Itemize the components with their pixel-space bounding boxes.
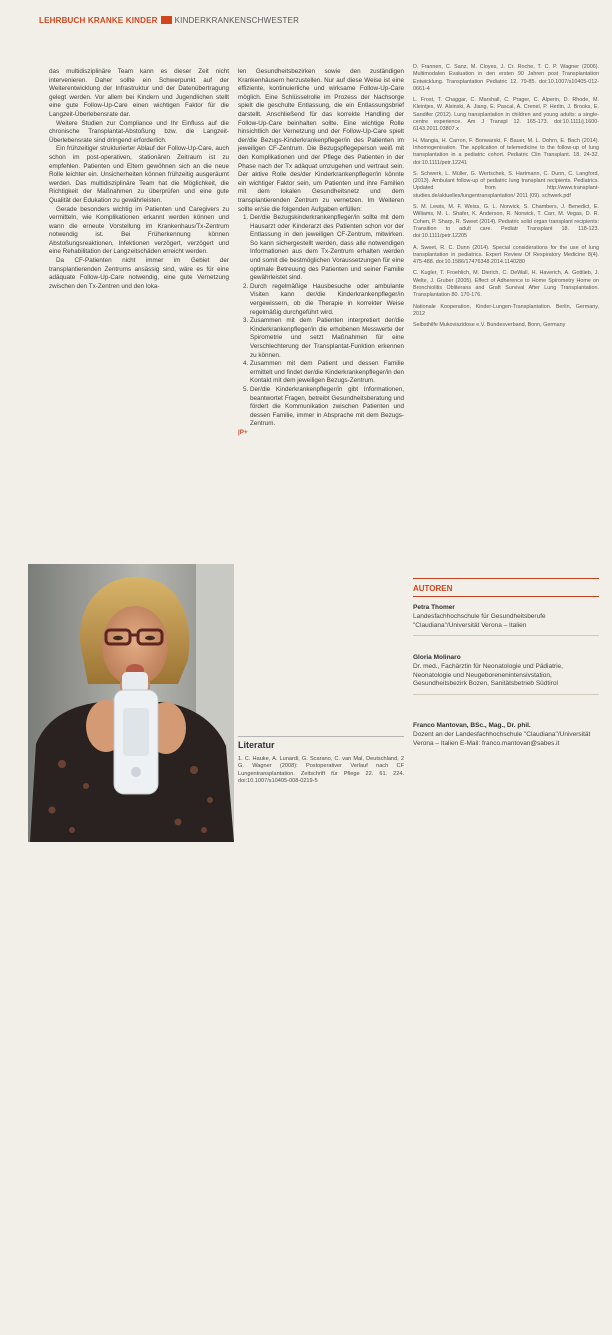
reference-entry: A. Sweet, R. C. Dunn (2014). Special considerations for the use of lung transplantation in pediatrics. Expert Review Of Respiratory Medicine 8(4). 475-488. doi:10.1586/17476348.2014.1140280: [413, 244, 599, 266]
author-affiliation: Landesfachhochschule für Gesundheitsberufe "Claudiana"/Universität Verona – Italien: [413, 612, 546, 629]
author-affiliation: Dozent an der Landesfachhochschule "Claudiana"/Universität Verona – Italien E-Mail: franco.mantovan@sabes.it: [413, 730, 591, 747]
divider: [413, 635, 599, 636]
paragraph: Ein frühzeitiger strukturierter Ablauf der Follow-Up-Care, auch schon im post-operativen, stationären Zeitraum ist zu empfehlen. Patienten und Eltern gewöhnen sich an die neue Rolle leichter ein. Unsicherheiten können frühzeitig ausgeräumt werden. Das multidisziplinäre Team hat die Möglichkeit, die Richtigkeit der Maßnahmen zu überprüfen und eine gute Qualität der Edukation zu gewährleisten.: [49, 145, 229, 204]
photo-credit: FOTO: © PHOTOLIFE/ADOBESTOCK: [244, 1254, 249, 1335]
header-separator-mark: [161, 16, 172, 24]
running-header: [39, 16, 299, 28]
divider: [413, 596, 599, 597]
reference-entry: S. Schwerk, L. Müller, G. Wertschek, S. Hartmann, C. Dunn, C. Langford, (2013). Ambulant follow-up of pediatric lung transplant recipients. Pediatrics. Updated from http://www.transplant-studies.de/aktuelles/lungentransplantation/ 2011 (09). schwerk.pdf: [413, 170, 599, 199]
paragraph: Weitere Studien zur Compliance und Ihr Einfluss auf die chronische Transplantat-Abstoßung bzw. die Langzeit-Überlebensrate sind dringend erforderlich.: [49, 119, 229, 144]
header-category: LEHRBUCH KRANKE KINDER: [39, 16, 158, 25]
article-end-mark: |P+: [238, 428, 248, 436]
author-name: Petra Thomer: [413, 604, 455, 611]
task-list: [238, 214, 404, 429]
literature-heading: Literatur: [238, 740, 275, 750]
list-item: 4. Zusammen mit dem Patient und dessen Familie ermittelt und findet der/die Kinderkrankenpfleger/in den Kontakt mit dem jeweiligen Bezugs-Zentrum.: [250, 360, 404, 386]
literature-entry: 1. C. Hauke, A. Lunardi, G. Scarano, C. van Mal, Deutschland, 2 G. Wagner (2008): Postoperativer Verlauf nach CF Lungentransplantation. Zeitschrift für Pflege 22. 61. 224. doi:10.1007/s10405-008-0219-5: [238, 756, 404, 785]
reference-entry: Selbsthilfe Mukoviszidose e.V. Bundesverband, Bonn, Germany: [413, 322, 566, 329]
paragraph: das multidisziplinäre Team kann es dieser Zeit nicht intervenieren. Daher sollte ein Schwerpunkt auf der Weiterentwicklung der Infrastruktur und der Datenübertragung gelegt werden. Vor allem bei Kindern und Jugendlichen stellt eine gute Follow-Up-Care einen wichtigen Faktor für die Langzeit-Überlebensrate dar.: [49, 68, 229, 118]
list-item: 2. Durch regelmäßige Hausbesuche oder ambulante Visiten kann der/die Kinderkrankenpfleger/in vergewissern, ob die Therapie in korrekter Weise regelmäßig durchgeführt wird.: [250, 283, 404, 317]
author-name: Franco Mantovan, BSc., Mag., Dr. phil.: [413, 722, 531, 729]
list-item: 1. Der/die Bezugskinderkrankenpfleger/in sollte mit dem Hausarzt oder Kinderarzt des Patienten schon vor der Entlassung in den jeweiligen CF-Zentrum, mitwirken. So kann sichergestellt werden, dass alle notwendigen Informationen aus dem Tx-Zentrum erhalten werden und somit die bestmöglichen Voraussetzungen für eine optimale Betreuung des Patienten und seiner Familie gewährleistet sind.: [250, 214, 404, 283]
article-photo: [28, 564, 249, 1335]
reference-entry: S. M. Lewis, M. F. Weiss, G. L. Norwick, S. Chambers, J. Benedict, E. Williams, M. L. Shafer, K. Anderson, R. Norwick, T. Carr, M. Vegas, D. R. Cohen, P. Sharp, R. Sweet (2014). Pediatric solid organ transplant recipients: Transition to adult care. Pediatr Transplant 18. 118-123. doi:10.1111/petr.12205: [413, 204, 599, 240]
paragraph: len Gesundheitsbezirken sowie den zuständigen Krankenhäusern herzustellen. Nur auf diese Weise ist eine effiziente, kontinuierliche und wirksame Follow-Up-Care möglich. Eine Schlüsselrolle im Prozess der Nachsorge spielt die geschulte Entlassung, die ein Entlassungsbrief darstellt. Anschließend für das korrekte Handling der Follow-Up-Care beinhalten sollte. Eine wichtige Rolle hinsichtlich der Vernetzung und der Follow-Up-Care spielt der/die Bezugs-Kinderkrankenpfleger/in des Patienten im jeweiligen CF-Zentrum. Die Bezugspflegeperson weiß mit den Komplikationen und der Pflege des Patienten in der Phase nach der Tx adäquat umzugehen und vertraut sein. Der aktive Rolle des/der Kinderkrankenpfleger/in könnte ein wichtiger Faktor sein, um Patienten und ihre Familien mit dem lokalen Gesundheitsnetz und dem transplantierenden Zentrum zu vernetzen. Im Weiteren sollte er/sie die folgenden Aufgaben erfüllen:: [238, 68, 404, 213]
reference-entry: H. Mangia, H. Carron, F. Bonwarski, F. Bauer, M. L. Dohrn, E. Bach (2014). Inhomogenisation. The application of telemedicine to the follow-up of lung transplantation in a pediatric cohort. Pediatric Clin Transplant. 18. 24-32. doi:10.1111/petr.12241: [413, 137, 599, 166]
author-name: Gloria Molinaro: [413, 654, 461, 661]
text-column-1: [49, 68, 229, 291]
reference-entry: C. Kugler, T. Froehlich, M. Dierich, C. DeWall, H. Haverich, A. Gottlieb, J. Welte, J. Gruber (2005). Effect of Adherence to Home Spirometry Home on Bronchiolitis Obliterans and Graft Survival After Lung Transplantation. Transplantation 80. 170-176.: [413, 270, 599, 299]
divider: [413, 578, 599, 579]
author-affiliation: Dr. med., Fachärztin für Neonatologie und Pädiatrie, Neonatologie und Neugeborenenintensivstation, Gesundheitsbezirk Bozen, Sanitätsbetrieb Südtirol: [413, 662, 563, 688]
paragraph: Gerade besonders wichtig im Patienten und Caregivers zu vermitteln, wie Komplikationen erkannt werden können und wann die erneute Vorstellung im Krankenhaus/Tx-Zentrum notwendig ist. Bei Früherkennung können Abstoßungsreaktionen, Infektionen verzögert, verzögert und eine Rehabilitation der Langzeitschäden erreicht werden.: [49, 205, 229, 256]
reference-entry: D. Frannen, C. Sanz, M. Cloyes, J. Cr. Roche, T. C. P. Wagner (2006). Multimodalen Evaluation in den ersten 90 Jahren post Transplantation Entwicklung. Transplantation Pediatric 12. 79-85. doi:10.1007/s10405-012-0661-4: [413, 64, 599, 92]
reference-entry: Nationale Kooperation, Kinder-Lungen-Transplantation. Berlin, Germany, 2012: [413, 303, 599, 317]
divider: [413, 694, 599, 695]
photo-illustration: [28, 564, 234, 842]
list-item: 5. Der/die Kinderkrankenpfleger/in gibt Informationen, beantwortet Fragen, betreibt Gesundheitsberatung und fördert die Kommunikation zwischen Patienten und dessen Familie, immer in Absprache mit dem Bezugs-Zentrum.: [250, 386, 404, 429]
divider: [238, 736, 404, 737]
author-entry: [413, 722, 599, 748]
list-item: 3. Zusammen mit dem Patienten interpretiert der/die Kinderkrankenpfleger/in die erhobenen Messwerte der Spirometrie und setzt Maßnahmen für eine Verschlechterung der Transplantat-Funktion erkennen zu können.: [250, 317, 404, 360]
header-section: KINDERKRANKENSCHWESTER: [174, 16, 300, 25]
reference-entry: L. Frost, T. Chaggar, C. Marshall, C. Prager, C. Alperin, D. Rhode, M. Kleintjes, W. Alsinski, A. Jiang, E. Pascal, A. Crenel, P. Herlin, J. Brooks, E. Sandifer (2012). Lung transplantation in children and young adults: a single-centre experience. Am J Transpl 12. 165-173. doi:10.1111/j.1600-6143.2011.03807.x: [413, 97, 599, 133]
paragraph: Da CF-Patienten nicht immer im Gebiet der transplantierenden Zentrums ansässig sind, wäre es für eine adäquate Follow-Up-Care notwendig, eine gute Vernetzung zwischen den Tx-Zentren und den loka-: [49, 257, 229, 290]
author-entry: [413, 604, 599, 630]
text-column-2: [238, 68, 404, 438]
references-column: [413, 64, 599, 334]
authors-heading: AUTOREN: [413, 584, 453, 593]
author-entry: [413, 654, 599, 689]
